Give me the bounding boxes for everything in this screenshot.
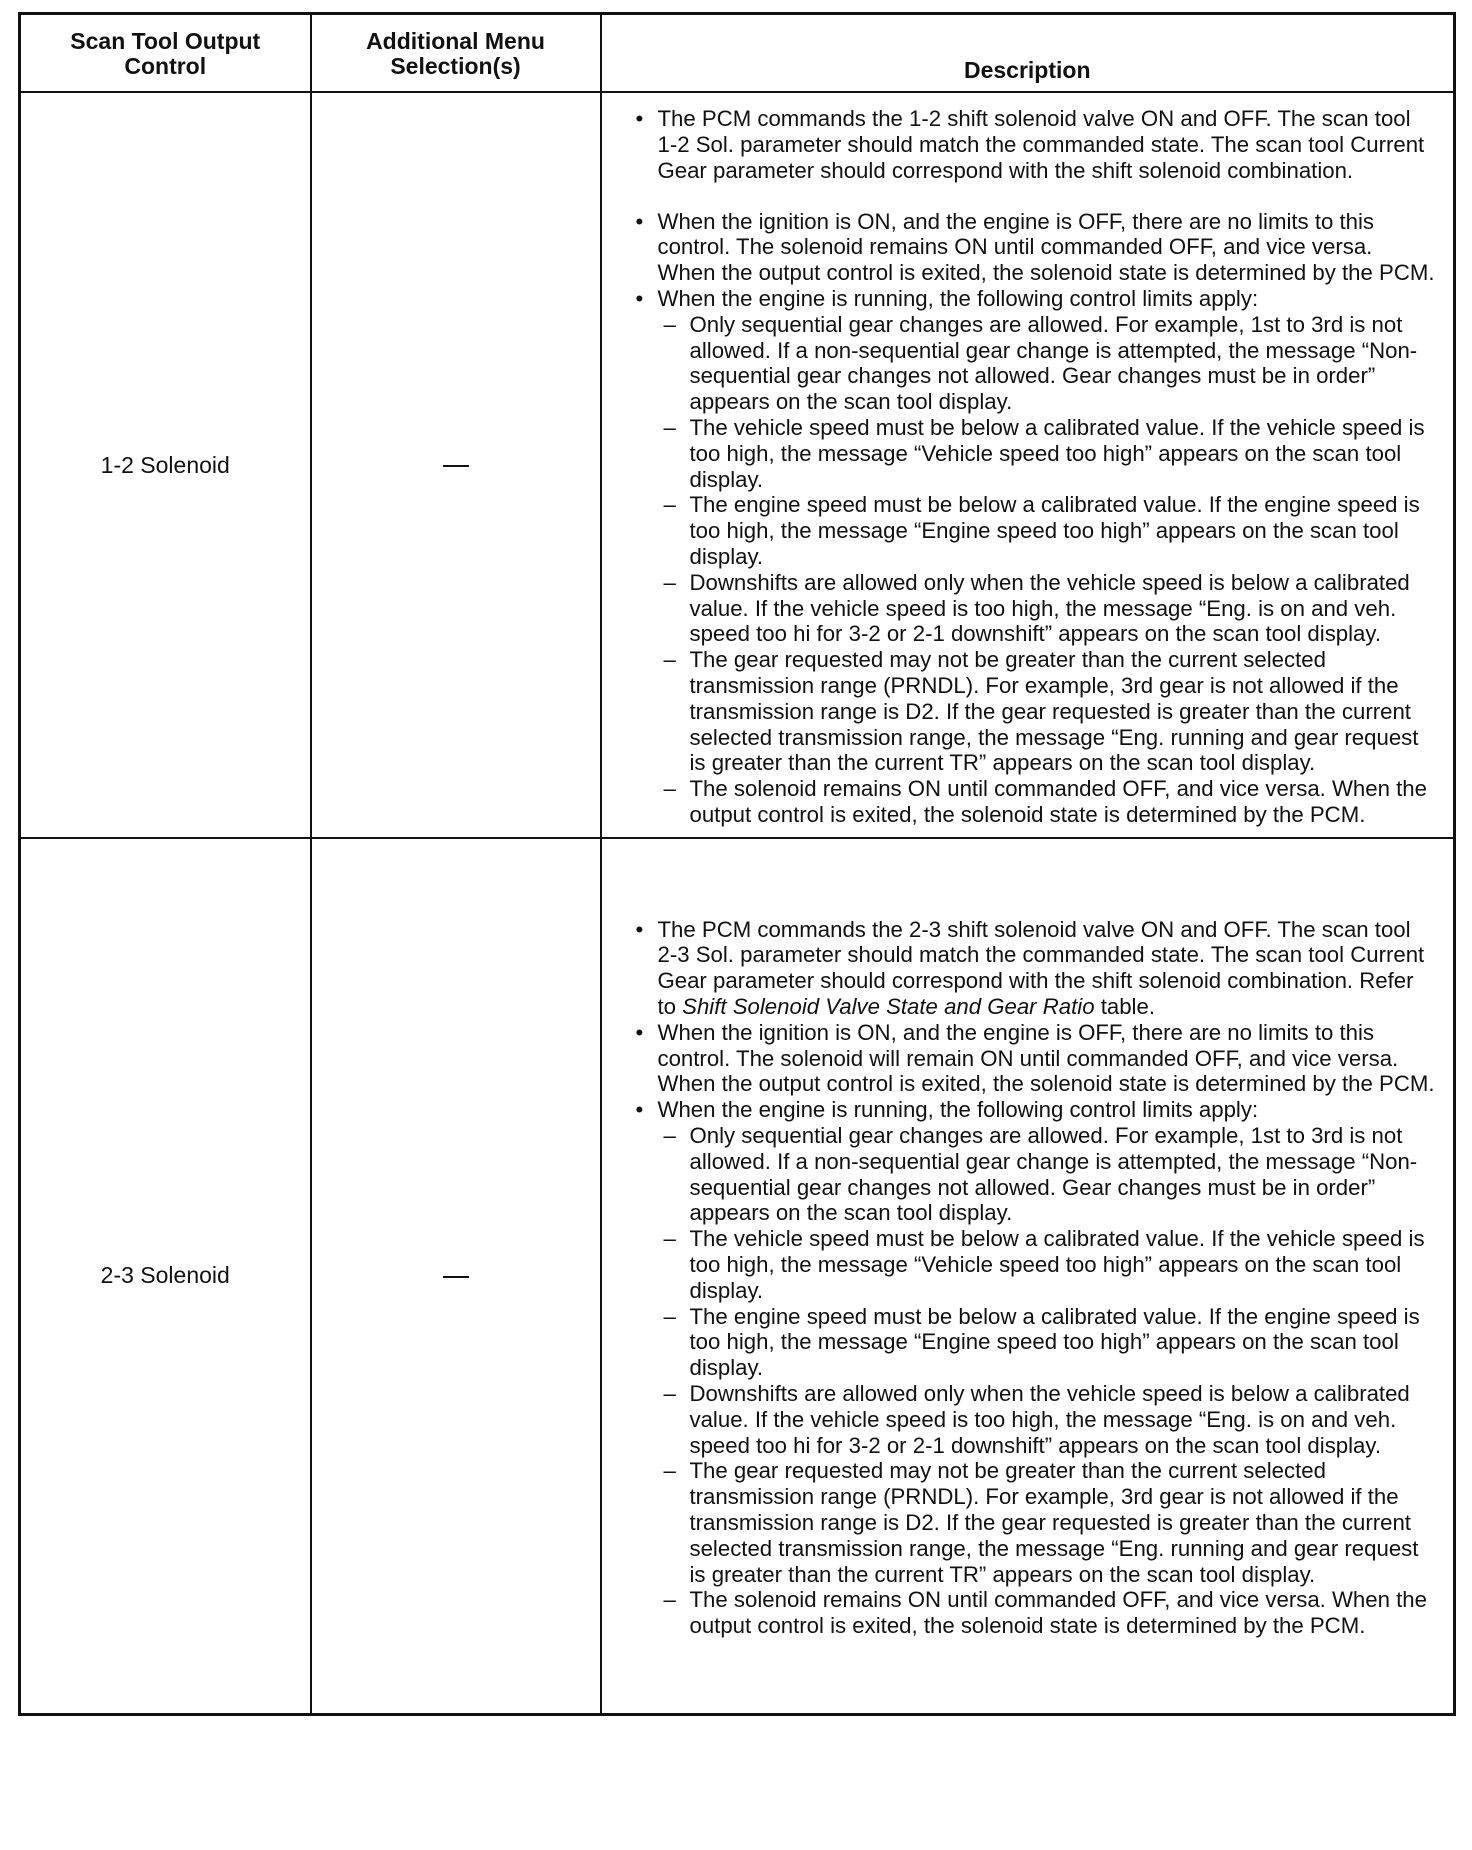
menu-selection-cell bbox=[311, 92, 601, 838]
limit-item: – The gear requested may not be greater than the current selected transmission range (PRNDL). For example, 3rd gear is not allowed if the transmission range is D2. If the gear requested is greater than the current selected transmission range, the message “Eng. running and gear request is greater than the current TR” appears on the scan tool display. bbox=[664, 1458, 1436, 1587]
output-control-name: 2-3 Solenoid bbox=[20, 838, 311, 1714]
description-bullets bbox=[636, 917, 1436, 1639]
control-limits-list bbox=[658, 1123, 1436, 1639]
table-row-1-2-solenoid bbox=[20, 92, 1455, 838]
control-limits-list bbox=[658, 312, 1436, 828]
limit-item: – The solenoid remains ON until commanded OFF, and vice versa. When the output control is exited, the solenoid state is determined by the PCM. bbox=[664, 776, 1436, 828]
limit-item: – Downshifts are allowed only when the vehicle speed is below a calibrated value. If the vehicle speed is too high, the message “Eng. is on and veh. speed too hi for 3-2 or 2-1 downshift” appears on the scan tool display. bbox=[664, 1381, 1436, 1458]
bullet-text: table. bbox=[1094, 993, 1155, 1019]
limit-item: – Downshifts are allowed only when the vehicle speed is below a calibrated value. If the vehicle speed is too high, the message “Eng. is on and veh. speed too hi for 3-2 or 2-1 downshift” appears on the scan tool display. bbox=[664, 570, 1436, 647]
table-row-2-3-solenoid bbox=[20, 838, 1455, 1714]
bullet-item bbox=[636, 1097, 1436, 1639]
bullet-item bbox=[636, 917, 1436, 1020]
bullet-item: • The PCM commands the 1-2 shift solenoid valve ON and OFF. The scan tool 1-2 Sol. parameter should match the commanded state. The scan tool Current Gear parameter should correspond with the shift solenoid combination. bbox=[636, 106, 1436, 183]
bullet-text: When the engine is running, the following control limits apply: bbox=[657, 286, 1259, 312]
description-cell bbox=[601, 92, 1455, 838]
bullet-text: The PCM commands the 2-3 shift solenoid valve ON and OFF. The scan tool 2-3 Sol. parameter should match the commanded state. The scan tool Current Gear parameter should correspond with the shift solenoid combination. Refer to bbox=[657, 916, 1425, 1019]
description-cell bbox=[601, 838, 1455, 1714]
header-row bbox=[20, 14, 1455, 93]
output-control-name: 1-2 Solenoid bbox=[20, 92, 311, 838]
table-reference: Shift Solenoid Valve State and Gear Ratio bbox=[682, 993, 1095, 1019]
limit-item: – The engine speed must be below a calibrated value. If the engine speed is too high, the message “Engine speed too high” appears on the scan tool display. bbox=[664, 492, 1436, 569]
limit-item: – The vehicle speed must be below a calibrated value. If the vehicle speed is too high, the message “Vehicle speed too high” appears on the scan tool display. bbox=[664, 415, 1436, 492]
em-dash bbox=[443, 465, 469, 467]
bullet-item bbox=[636, 286, 1436, 828]
output-control-table bbox=[18, 12, 1456, 1716]
header-output-control: Scan Tool Output Control bbox=[20, 14, 311, 93]
header-menu-selection: Additional Menu Selection(s) bbox=[311, 14, 601, 93]
limit-item: – Only sequential gear changes are allowed. For example, 1st to 3rd is not allowed. If a non-sequential gear change is attempted, the message “Non-sequential gear changes not allowed. Gear changes must be in order” appears on the scan tool display. bbox=[664, 312, 1436, 415]
bullet-text: When the engine is running, the following control limits apply: bbox=[657, 1097, 1259, 1123]
header-description: Description bbox=[601, 14, 1455, 93]
limit-item: – The gear requested may not be greater than the current selected transmission range (PRNDL). For example, 3rd gear is not allowed if the transmission range is D2. If the gear requested is greater than the current selected transmission range, the message “Eng. running and gear request is greater than the current TR” appears on the scan tool display. bbox=[664, 647, 1436, 776]
limit-item: – The engine speed must be below a calibrated value. If the engine speed is too high, the message “Engine speed too high” appears on the scan tool display. bbox=[664, 1304, 1436, 1381]
bullet-item: • When the ignition is ON, and the engine is OFF, there are no limits to this control. The solenoid will remain ON until commanded OFF, and vice versa. When the output control is exited, the solenoid state is determined by the PCM. bbox=[636, 1020, 1436, 1097]
description-bullets bbox=[636, 106, 1436, 828]
limit-item: – The vehicle speed must be below a calibrated value. If the vehicle speed is too high, the message “Vehicle speed too high” appears on the scan tool display. bbox=[664, 1226, 1436, 1303]
document-page bbox=[18, 12, 1453, 1835]
em-dash bbox=[443, 1276, 469, 1278]
bullet-item: • When the ignition is ON, and the engine is OFF, there are no limits to this control. The solenoid remains ON until commanded OFF, and vice versa. When the output control is exited, the solenoid state is determined by the PCM. bbox=[636, 209, 1436, 286]
menu-selection-cell bbox=[311, 838, 601, 1714]
limit-item: – The solenoid remains ON until commanded OFF, and vice versa. When the output control is exited, the solenoid state is determined by the PCM. bbox=[664, 1587, 1436, 1639]
limit-item: – Only sequential gear changes are allowed. For example, 1st to 3rd is not allowed. If a non-sequential gear change is attempted, the message “Non-sequential gear changes not allowed. Gear changes must be in order” appears on the scan tool display. bbox=[664, 1123, 1436, 1226]
